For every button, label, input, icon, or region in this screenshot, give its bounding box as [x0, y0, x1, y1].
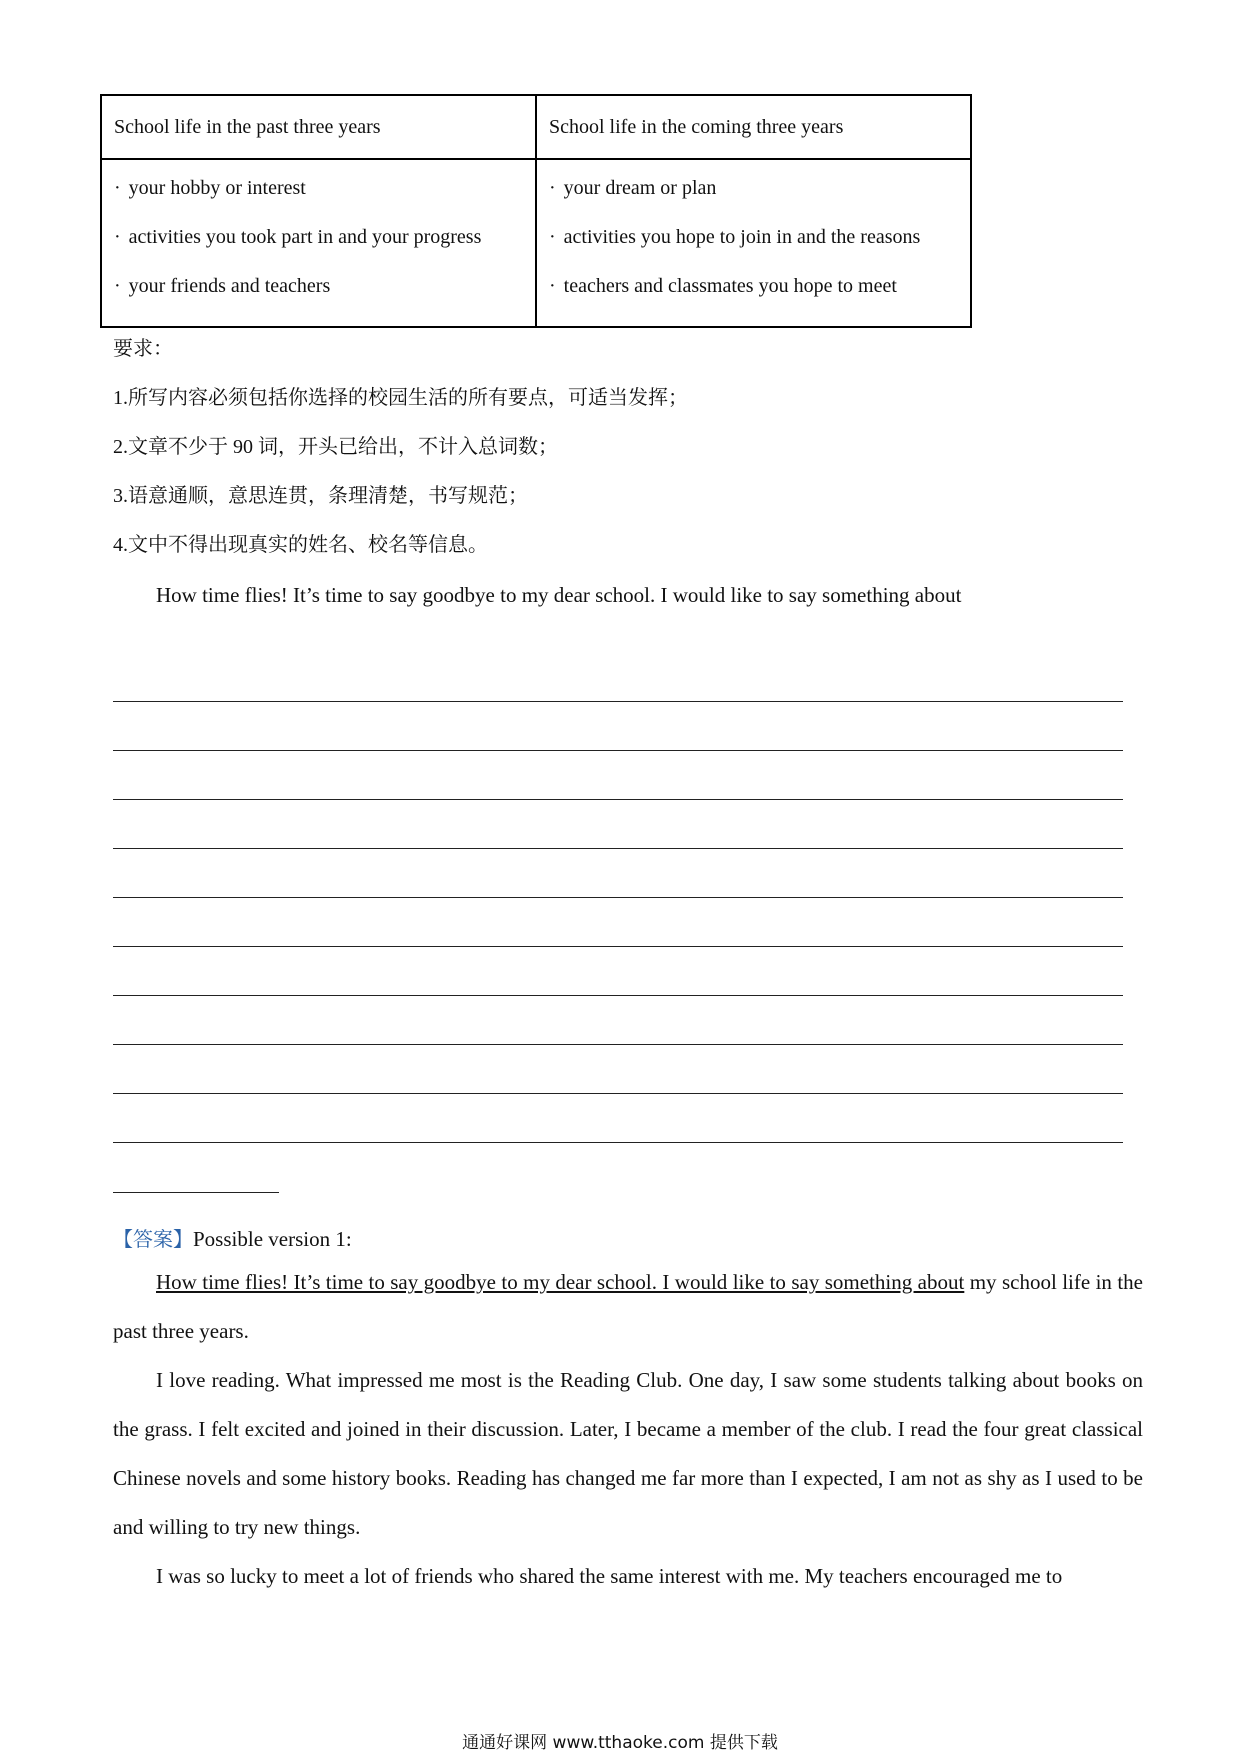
past-item: · your friends and teachers	[114, 262, 523, 311]
answer-text: my school life in the past three years.	[113, 1270, 1143, 1343]
coming-item: · your dream or plan	[549, 164, 958, 213]
underlined-prompt: How time flies! It’s time to say goodbye to my dear school. I would like to say something about	[156, 1270, 965, 1294]
requirement-item: 4.文中不得出现真实的姓名、校名等信息。	[113, 534, 488, 556]
writing-line[interactable]	[113, 1095, 1123, 1143]
writing-line[interactable]	[113, 948, 1123, 996]
coming-item: · activities you hope to join in and the reasons	[549, 213, 958, 262]
header-past: School life in the past three years	[101, 95, 536, 159]
past-items-cell	[101, 159, 536, 327]
writing-line[interactable]	[113, 997, 1123, 1045]
topics-table	[100, 94, 972, 328]
answer-paragraph: I was so lucky to meet a lot of friends who shared the same interest with me. My teachers encouraged me to	[156, 1564, 1063, 1588]
requirement-item: 3.语意通顺，意思连贯，条理清楚，书写规范；	[113, 485, 528, 507]
footer-watermark: 通通好课网 www.tthaoke.com 提供下载	[462, 1733, 778, 1753]
answer-paragraph	[113, 1258, 1143, 1356]
coming-items-cell	[536, 159, 971, 327]
coming-item: · teachers and classmates you hope to meet	[549, 262, 958, 311]
writing-line[interactable]	[113, 752, 1123, 800]
writing-line[interactable]	[113, 703, 1123, 751]
section-divider	[113, 1192, 279, 1193]
answer-body	[113, 1258, 1143, 1601]
answer-tag: 【答案】	[113, 1227, 193, 1251]
requirement-item: 2.文章不少于 90 词，开头已给出，不计入总词数；	[113, 436, 558, 458]
past-item: · activities you took part in and your progress	[114, 213, 523, 262]
writing-line[interactable]	[113, 1046, 1123, 1094]
answer-lines	[113, 654, 1123, 1143]
requirements-title: 要求：	[113, 338, 173, 360]
answer-paragraph: I love reading. What impressed me most is the Reading Club. One day, I saw some students talking about books on the grass. I felt excited and joined in their discussion. Later, I became a member of the club. I read the four great classical Chinese novels and some history books. Reading has changed me far more than I expected, I am not as shy as I used to be and willing to try new things.	[113, 1368, 1143, 1539]
writing-line[interactable]	[113, 899, 1123, 947]
writing-line[interactable]	[113, 654, 1123, 702]
header-coming: School life in the coming three years	[536, 95, 971, 159]
answer-heading	[113, 1223, 352, 1252]
requirement-item: 1.所写内容必须包括你选择的校园生活的所有要点，可适当发挥；	[113, 387, 688, 409]
writing-line[interactable]	[113, 850, 1123, 898]
writing-line[interactable]	[113, 801, 1123, 849]
answer-title: Possible version 1:	[193, 1227, 352, 1251]
writing-prompt: How time flies! It’s time to say goodbye to my dear school. I would like to say something about	[156, 583, 962, 607]
past-item: · your hobby or interest	[114, 164, 523, 213]
